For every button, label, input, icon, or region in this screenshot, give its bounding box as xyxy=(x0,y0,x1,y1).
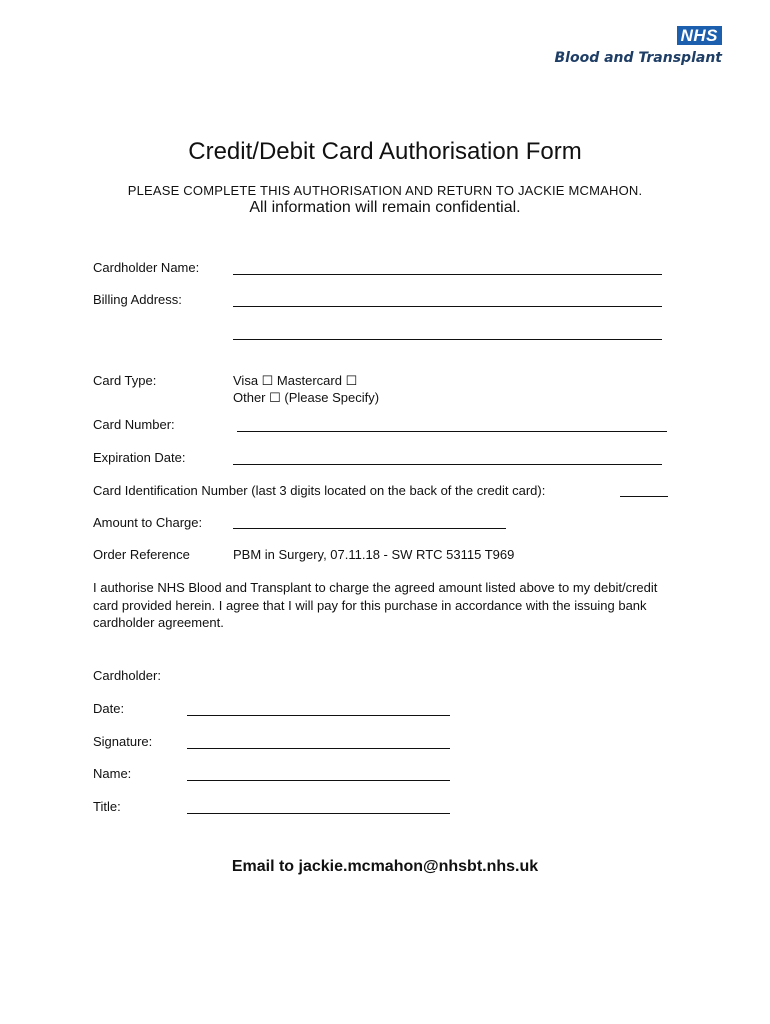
cardholder-name-label: Cardholder Name: xyxy=(93,260,200,275)
nhs-logo xyxy=(554,26,722,66)
card-id-field[interactable] xyxy=(620,496,668,497)
billing-address-label: Billing Address: xyxy=(93,292,182,307)
org-name: Blood and Transplant xyxy=(554,50,722,66)
billing-address-field-2[interactable] xyxy=(233,339,662,340)
email-instruction: Email to jackie.mcmahon@nhsbt.nhs.uk xyxy=(231,858,539,875)
form-title: Credit/Debit Card Authorisation Form xyxy=(188,138,582,165)
date-field[interactable] xyxy=(187,715,450,716)
card-type-options-line2[interactable]: Other ☐ (Please Specify) xyxy=(233,390,380,405)
amount-field[interactable] xyxy=(233,528,506,529)
expiration-date-field[interactable] xyxy=(233,464,662,465)
name-field[interactable] xyxy=(187,780,450,781)
amount-label: Amount to Charge: xyxy=(93,515,203,530)
expiration-date-label: Expiration Date: xyxy=(93,450,186,465)
confidential-note: All information will remain confidential. xyxy=(249,199,521,216)
name-label: Name: xyxy=(93,766,132,781)
card-type-label: Card Type: xyxy=(93,373,157,388)
cardholder-name-field[interactable] xyxy=(233,274,662,275)
form-instruction: PLEASE COMPLETE THIS AUTHORISATION AND RETURN TO JACKIE MCMAHON. xyxy=(127,183,643,198)
date-label: Date: xyxy=(93,701,125,716)
card-id-label: Card Identification Number (last 3 digits located on the back of the credit card): xyxy=(93,483,546,498)
title-field[interactable] xyxy=(187,813,450,814)
billing-address-field-1[interactable] xyxy=(233,306,662,307)
authorisation-text: I authorise NHS Blood and Transplant to charge the agreed amount listed above to my debit/credit card provided herein. I agree that I will pay for this purchase in accordance with the issuing bank cardholder agreement. xyxy=(93,580,658,630)
order-reference-label: Order Reference xyxy=(93,547,190,562)
card-number-field[interactable] xyxy=(237,431,667,432)
signature-label: Signature: xyxy=(93,734,153,749)
signature-field[interactable] xyxy=(187,748,450,749)
nhs-logo-badge: NHS xyxy=(677,26,722,45)
cardholder-label: Cardholder: xyxy=(93,668,161,683)
card-type-options-line1[interactable]: Visa ☐ Mastercard ☐ xyxy=(233,373,358,388)
card-number-label: Card Number: xyxy=(93,417,175,432)
order-reference-value: PBM in Surgery, 07.11.18 - SW RTC 53115 T969 xyxy=(233,547,515,562)
title-label: Title: xyxy=(93,799,121,814)
